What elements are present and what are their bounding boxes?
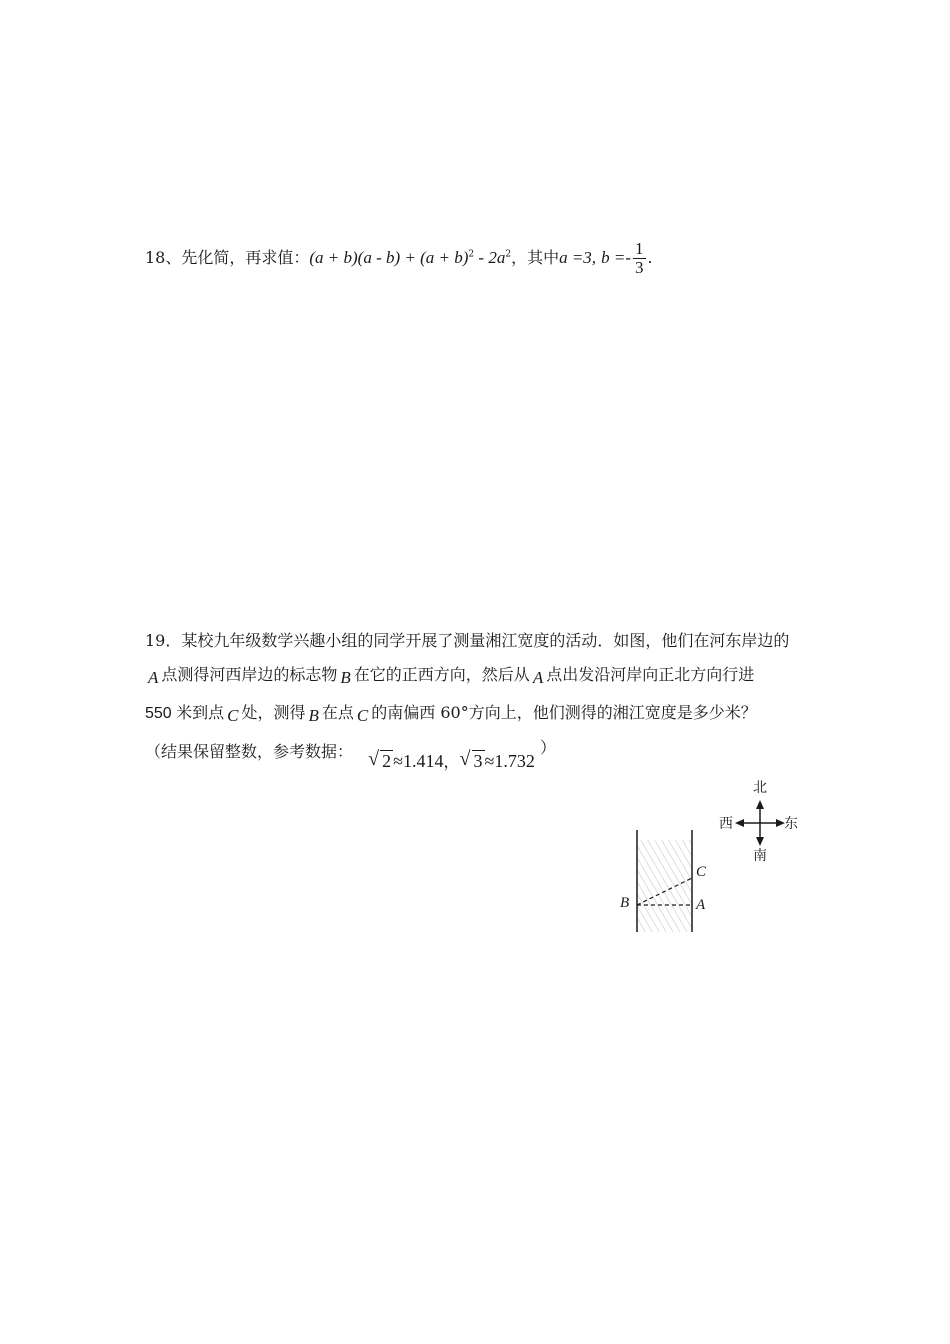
- q18-exponent-1: 2: [468, 249, 475, 260]
- q18-mid-text: ，其中: [511, 248, 560, 267]
- q19-line-2-text-1: 点测得河西岸边的标志物: [161, 665, 338, 684]
- q19-point-b: B: [340, 668, 351, 687]
- compass-east: 东: [784, 816, 798, 832]
- q19-line-3-text-2: 处，测得: [241, 703, 306, 722]
- q18-b-value: b =-: [601, 248, 632, 267]
- label-c: C: [696, 864, 707, 880]
- q18-fraction: [633, 240, 646, 277]
- q18-exponent-2: 2: [505, 249, 512, 260]
- reference-comma: ，: [443, 752, 460, 771]
- approx-value-2: ≈1.732: [484, 751, 535, 771]
- q19-line-4: [145, 738, 557, 771]
- approx-value-1: ≈1.414: [393, 751, 444, 771]
- q19-line-3: [145, 702, 757, 725]
- q18-fraction-denominator: 3: [635, 258, 644, 277]
- sqrt-2-radicand: 2: [382, 751, 392, 771]
- river-diagram: [600, 770, 820, 940]
- q18-end: .: [647, 248, 653, 267]
- q19-reference-values: [368, 748, 540, 771]
- q19-reference-label: （结果保留整数，参考数据：: [145, 742, 354, 761]
- q19-line-1: 19．某校九年级数学兴趣小组的同学开展了测量湘江宽度的活动．如图，他们在河东岸边的: [145, 631, 790, 650]
- q19-line-2-text-3: 点出发沿河岸向正北方向行进: [546, 665, 755, 684]
- compass-north: 北: [753, 780, 767, 796]
- reference-close-paren: ）: [540, 738, 557, 757]
- sqrt-3-radicand: 3: [473, 751, 483, 771]
- q18-prefix: 18、先化简，再求值：: [145, 248, 310, 267]
- sqrt-3: √ 3: [459, 748, 483, 771]
- question-18: [145, 240, 653, 277]
- q18-a-value: a =3,: [559, 248, 597, 267]
- q18-expression-part2: - 2a: [474, 248, 506, 267]
- compass-icon: [719, 780, 798, 864]
- q18-expression-part1: (a + b)(a - b) + (a + b): [309, 248, 469, 267]
- river-water: [637, 840, 692, 932]
- q19-line-3-text-1: 550 米到点: [145, 705, 225, 722]
- compass-west: 西: [719, 816, 733, 832]
- q19-line-3-text-3: 在点: [321, 703, 354, 722]
- q19-line-2: [145, 664, 754, 686]
- q19-line-3-text-4: 的南偏西 60°方向上，他们测得的湘江宽度是多少米？: [371, 703, 757, 722]
- q19-point-c-2: C: [356, 706, 369, 725]
- q19-point-b-2: B: [308, 706, 319, 725]
- q19-point-a: A: [148, 668, 159, 687]
- q19-point-c: C: [227, 706, 239, 725]
- label-a: A: [696, 897, 706, 913]
- label-b: B: [620, 895, 630, 911]
- q19-point-a-2: A: [532, 668, 544, 687]
- sqrt-2: √ 2: [368, 748, 392, 771]
- compass-south: 南: [753, 848, 767, 864]
- q18-fraction-numerator: 1: [635, 239, 644, 258]
- q19-line-2-text-2: 在它的正西方向，然后从: [353, 665, 530, 684]
